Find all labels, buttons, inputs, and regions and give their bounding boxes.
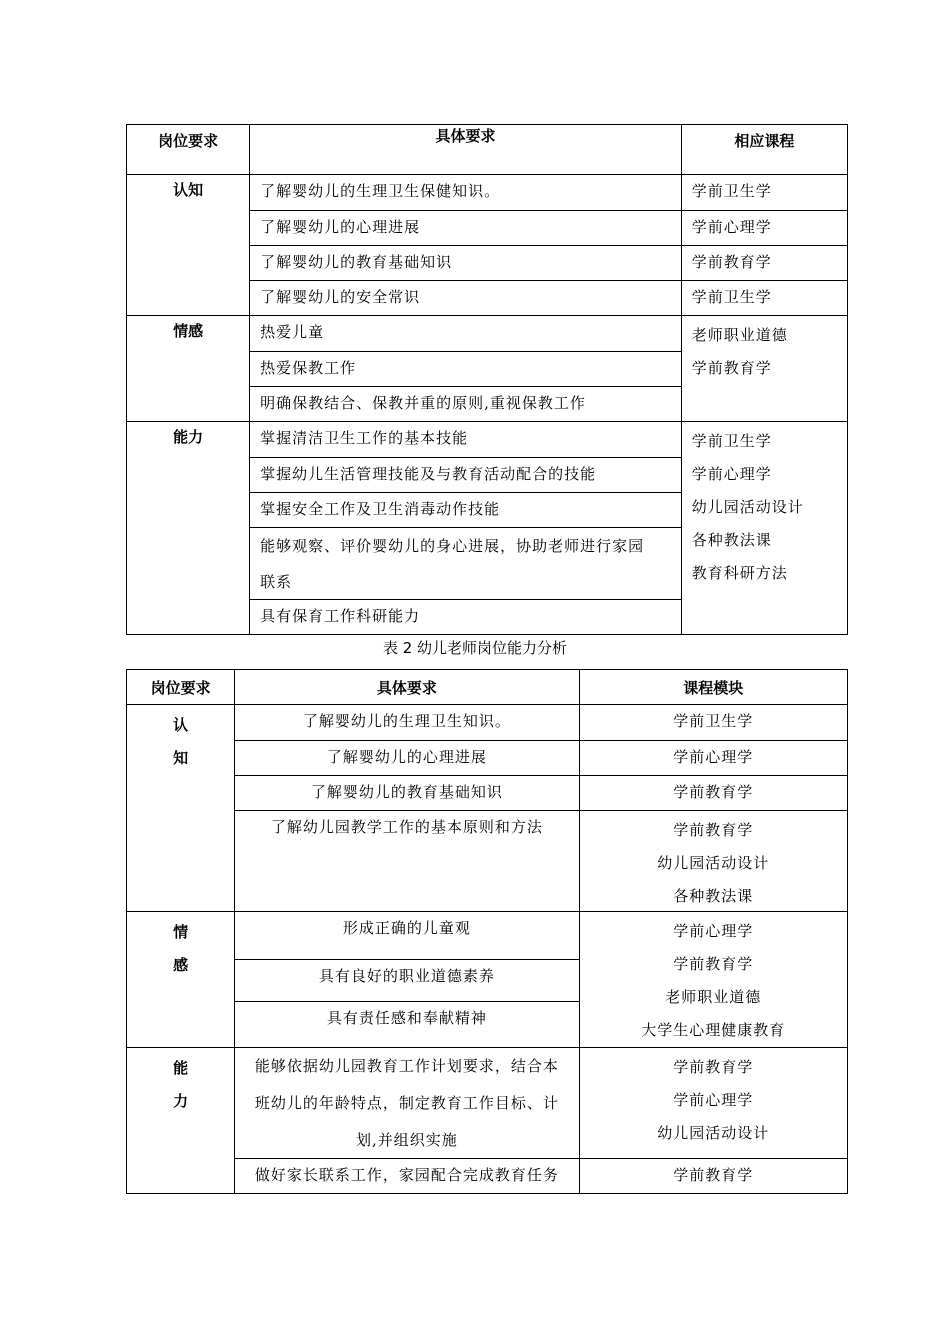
requirement-item: 掌握安全工作及卫生消毒动作技能	[250, 492, 681, 527]
requirement-item	[235, 1048, 578, 1158]
course-item: 学前教育学	[691, 359, 772, 377]
courses-cell	[681, 175, 847, 316]
course-item: 学前教育学	[580, 775, 847, 810]
requirement-item: 了解婴幼儿的教育基础知识	[235, 775, 578, 810]
category-cell	[127, 912, 235, 1048]
courses-cell	[681, 422, 847, 635]
requirement-item: 了解婴幼儿的生理卫生知识。	[302, 712, 511, 730]
requirement-line: 能够依据幼儿园教育工作计划要求，结合本	[254, 1057, 559, 1075]
requirement-item: 具有良好的职业道德素养	[235, 959, 578, 1001]
requirements-cell	[250, 422, 682, 635]
requirement-item: 明确保教结合、保教并重的原则,重视保教工作	[250, 386, 681, 421]
course-item: 老师职业道德	[691, 326, 788, 344]
category-cell	[127, 1048, 235, 1194]
category-cell: 情感	[127, 316, 250, 422]
course-item: 学前卫生学	[691, 182, 772, 200]
requirement-line: 划,并组织实施	[355, 1131, 458, 1149]
course-item: 幼儿园活动设计	[691, 498, 804, 516]
header-cell: 具体要求	[250, 125, 682, 175]
requirement-item: 了解婴幼儿的教育基础知识	[250, 245, 681, 280]
header-cell: 岗位要求	[127, 125, 250, 175]
requirement-item: 具有责任感和奉献精神	[235, 1001, 578, 1046]
requirement-line: 班幼儿的年龄特点，制定教育工作目标、计	[254, 1094, 559, 1112]
table-row	[127, 316, 848, 422]
courses-cell	[579, 912, 847, 1048]
requirement-item: 具有保育工作科研能力	[250, 599, 681, 634]
requirements-cell	[250, 175, 682, 316]
table-row	[127, 705, 848, 912]
category-char: 认	[173, 716, 189, 734]
table-header-row	[127, 125, 848, 175]
course-item: 老师职业道德	[665, 988, 762, 1006]
course-item: 学前教育学	[580, 1158, 847, 1193]
job-requirements-table	[126, 124, 848, 635]
course-item: 学前卫生学	[691, 432, 772, 450]
requirement-line: 联系	[260, 573, 293, 591]
category-char: 情	[173, 923, 189, 941]
category-char: 知	[173, 749, 189, 767]
header-cell: 相应课程	[681, 125, 847, 175]
category-cell	[127, 705, 235, 912]
requirements-cell	[250, 316, 682, 422]
course-item: 学前教育学	[682, 245, 847, 280]
header-cell: 课程模块	[579, 670, 847, 705]
requirement-line: 能够观察、评价婴幼儿的身心进展，协助老师进行家园	[260, 537, 645, 555]
course-item: 学前心理学	[580, 740, 847, 775]
requirement-item: 了解婴幼儿的生理卫生保健知识。	[260, 182, 501, 200]
course-item: 学前教育学	[673, 821, 754, 839]
requirement-item: 了解幼儿园教学工作的基本原则和方法	[235, 810, 578, 911]
table-header-row	[127, 670, 848, 705]
course-list	[580, 1048, 847, 1158]
header-cell: 岗位要求	[127, 670, 235, 705]
table-caption: 表 2 幼儿老师岗位能力分析	[382, 639, 568, 657]
requirement-item: 了解婴幼儿的安全常识	[250, 280, 681, 315]
requirement-item: 掌握幼儿生活管理技能及与教育活动配合的技能	[250, 457, 681, 492]
table-row	[127, 1048, 848, 1194]
course-item: 教育科研方法	[691, 564, 788, 582]
course-item: 幼儿园活动设计	[657, 854, 770, 872]
requirement-item: 了解婴幼儿的心理进展	[235, 740, 578, 775]
courses-cell	[579, 1048, 847, 1194]
course-item: 学前卫生学	[682, 280, 847, 315]
course-item: 各种教法课	[691, 531, 772, 549]
course-item: 学前卫生学	[673, 712, 754, 730]
table-row	[127, 422, 848, 635]
requirements-cell	[235, 912, 579, 1048]
course-item: 学前心理学	[673, 922, 754, 940]
requirement-item: 了解婴幼儿的心理进展	[250, 210, 681, 245]
category-char: 能	[173, 1059, 189, 1077]
requirement-item: 热爱保教工作	[250, 351, 681, 386]
courses-cell	[681, 316, 847, 422]
category-cell: 认知	[127, 175, 250, 316]
requirements-cell	[235, 705, 579, 912]
course-item: 学前教育学	[673, 1058, 754, 1076]
course-list	[580, 810, 847, 911]
course-item: 幼儿园活动设计	[657, 1124, 770, 1142]
course-item: 学前心理学	[673, 1091, 754, 1109]
table-row	[127, 175, 848, 316]
requirement-item: 做好家长联系工作，家园配合完成教育任务	[235, 1158, 578, 1193]
course-item: 学前心理学	[682, 210, 847, 245]
category-char: 感	[173, 956, 189, 974]
teacher-ability-table	[126, 669, 848, 1194]
requirement-item: 形成正确的儿童观	[342, 919, 471, 937]
course-item: 各种教法课	[673, 887, 754, 905]
category-char: 力	[173, 1092, 189, 1110]
requirement-item	[250, 527, 681, 599]
table-row	[127, 912, 848, 1048]
courses-cell	[579, 705, 847, 912]
header-cell: 具体要求	[235, 670, 579, 705]
course-item: 学前心理学	[691, 465, 772, 483]
category-cell: 能力	[127, 422, 250, 635]
requirement-item: 掌握清洁卫生工作的基本技能	[260, 429, 469, 447]
requirement-item: 热爱儿童	[260, 323, 325, 341]
course-item: 学前教育学	[673, 955, 754, 973]
requirements-cell	[235, 1048, 579, 1194]
course-item: 大学生心理健康教育	[641, 1021, 786, 1039]
